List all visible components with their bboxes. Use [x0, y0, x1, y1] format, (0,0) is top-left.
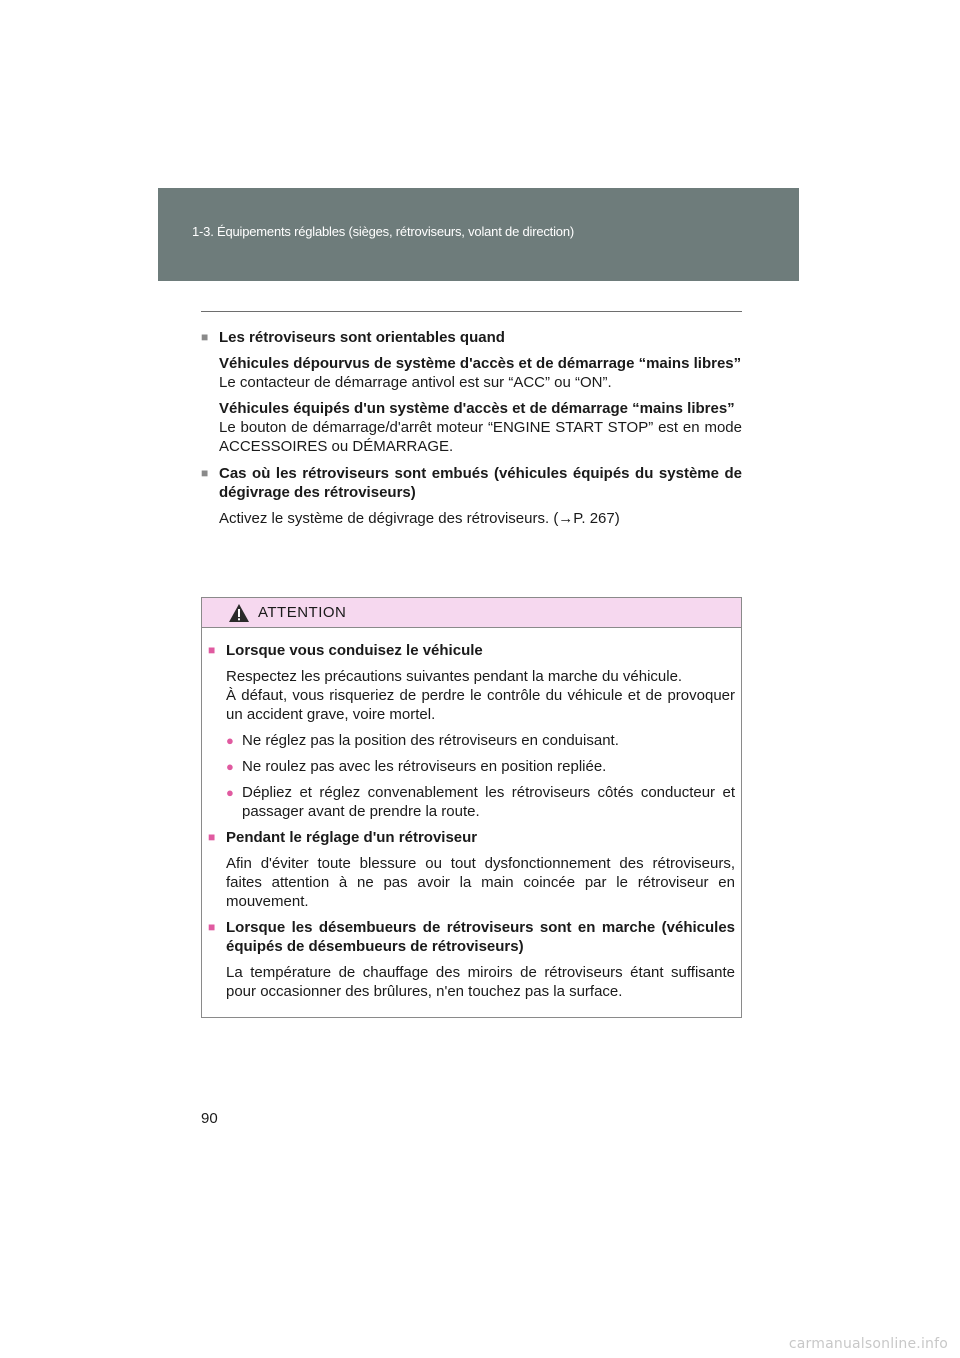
square-bullet-icon: ■: [201, 330, 209, 344]
attention-body: [202, 628, 741, 1001]
attention-item-heading: ■ Pendant le réglage d'un rétroviseur: [208, 829, 478, 846]
square-bullet-icon: ■: [201, 466, 209, 480]
warning-triangle-icon: [228, 603, 250, 623]
section-fogged-mirrors: [201, 464, 742, 528]
list-item: ● Ne roulez pas avec les rétroviseurs en position repliée.: [226, 758, 607, 775]
square-bullet-icon: ■: [208, 830, 216, 844]
square-bullet-icon: ■: [208, 920, 216, 934]
paragraph: Le bouton de démarrage/d'arrêt moteur “ENGINE START STOP” est en mode ACCESSOIRES ou DÉMARRAGE.: [219, 419, 742, 455]
paragraph: Respectez les précautions suivantes pendant la marche du véhicule.: [226, 668, 683, 685]
attention-header: [202, 598, 741, 628]
attention-title: ATTENTION: [258, 604, 347, 621]
attention-box: [201, 597, 742, 1018]
list-item: ● Dépliez et réglez convenablement les rétroviseurs côtés conducteur et passager avant de prendre la route.: [226, 784, 735, 820]
paragraph: Le contacteur de démarrage antivol est sur “ACC” ou “ON”.: [219, 374, 612, 391]
section-title: 1-3. Équipements réglables (sièges, rétroviseurs, volant de direction): [192, 224, 574, 239]
subheading-without-smart-key: Véhicules dépourvus de système d'accès et de démarrage “mains libres”: [219, 355, 742, 372]
section-header-band: [158, 188, 799, 281]
paragraph: Activez le système de dégivrage des rétroviseurs. (→P. 267): [219, 510, 620, 527]
attention-item-heading: ■ Lorsque vous conduisez le véhicule: [208, 642, 483, 659]
watermark: carmanualsonline.info: [788, 1336, 948, 1352]
paragraph: À défaut, vous risqueriez de perdre le contrôle du véhicule et de provoquer un accident grave, voire mortel.: [226, 687, 735, 723]
section-mirrors-adjustable: [201, 328, 742, 456]
circle-bullet-icon: ●: [226, 733, 234, 748]
page-number: 90: [201, 1110, 218, 1127]
circle-bullet-icon: ●: [226, 759, 234, 774]
circle-bullet-icon: ●: [226, 785, 234, 800]
paragraph: Afin d'éviter toute blessure ou tout dysfonctionnement des rétroviseurs, faites attention à ne pas avoir la main coincée par le rétroviseur en mouvement.: [226, 855, 735, 910]
section-heading: ■ Cas où les rétroviseurs sont embués (véhicules équipés du système de dégivrage des rétroviseurs): [201, 465, 742, 501]
attention-item-heading: ■ Lorsque les désembueurs de rétroviseurs sont en marche (véhicules équipés de désembueurs de rétroviseurs): [208, 919, 735, 955]
square-bullet-icon: ■: [208, 643, 216, 657]
main-content: [201, 328, 742, 536]
divider-rule: [201, 311, 742, 312]
paragraph: La température de chauffage des miroirs de rétroviseurs étant suffisante pour occasionner des brûlures, n'en touchez pas la surface.: [226, 964, 735, 1000]
subheading-with-smart-key: Véhicules équipés d'un système d'accès et de démarrage “mains libres”: [219, 400, 735, 417]
section-heading: ■ Les rétroviseurs sont orientables quand: [201, 329, 505, 346]
list-item: ● Ne réglez pas la position des rétroviseurs en conduisant.: [226, 732, 619, 749]
